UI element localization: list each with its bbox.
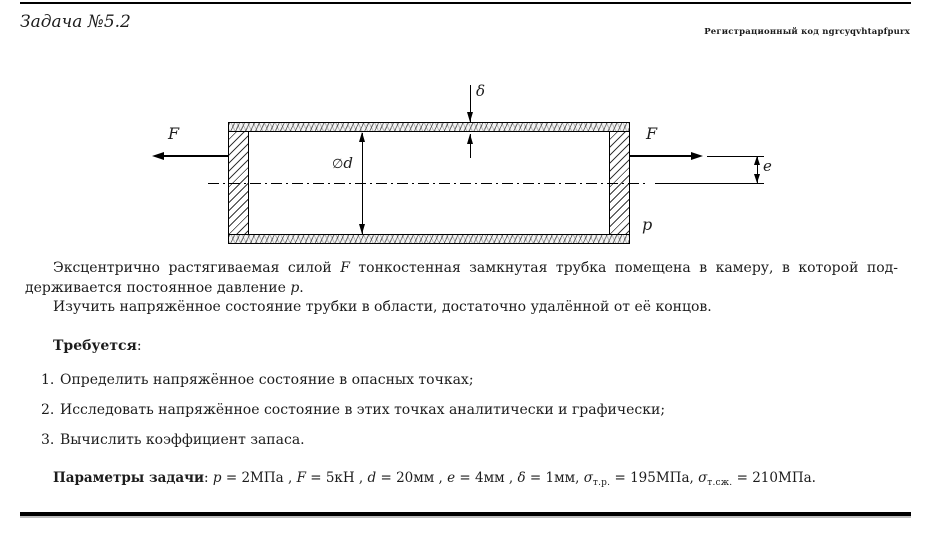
param-d: d [367, 470, 377, 486]
force-right-label: F [646, 124, 658, 143]
force-arrow-left-shaft [156, 155, 228, 157]
p1-text-b: тонкостенная замкнутая трубка помещена в камеру, в которой под- [349, 260, 898, 276]
paragraph-1-line-2 [25, 278, 304, 298]
eccentricity-bottom-line [655, 183, 764, 184]
axis-centerline [208, 183, 648, 184]
force-left-label: F [168, 124, 180, 143]
list-item-3-number: 3. [41, 432, 55, 448]
p1-text-c: держивается постоянное давление [25, 280, 291, 296]
param-e-value: = 4мм , [455, 470, 518, 486]
delta-arrow-up [467, 134, 473, 144]
registration-code: Регистрационный код ngrcyqvhtapfpurx [704, 27, 910, 37]
param-sigma-tension-sub: т.р. [592, 478, 611, 488]
list-item-2-text: Исследовать напряжённое состояние в этих точках аналитически и графически; [60, 402, 666, 418]
eccentricity-arrow-up [754, 156, 760, 165]
required-heading-text: Требуется [53, 338, 137, 354]
diameter-arrow-up [359, 132, 365, 142]
diameter-symbol: ∅ [332, 157, 344, 172]
required-heading [53, 336, 142, 356]
list-item-3-text: Вычислить коэффициент запаса. [60, 432, 305, 448]
eccentricity-label: e [763, 157, 772, 175]
param-p-value: = 2МПа , [221, 470, 297, 486]
param-sigma-compression: σ [698, 470, 708, 486]
param-d-value: = 20мм , [376, 470, 448, 486]
diameter-arrow-down [359, 224, 365, 234]
param-delta: δ [517, 470, 526, 486]
param-sigma-tension: σ [583, 470, 593, 486]
param-F: F [296, 470, 306, 486]
parameters-line [53, 468, 816, 493]
wall-thickness-label: δ [476, 82, 486, 100]
force-arrow-left-head [152, 152, 164, 160]
tube-wall-top [228, 122, 630, 132]
list-item-1 [41, 370, 474, 390]
diameter-label [332, 154, 353, 172]
list-item-2-number: 2. [41, 402, 55, 418]
param-e: e [447, 470, 456, 486]
parameters-colon: : [204, 470, 213, 486]
delta-arrow-down [467, 112, 473, 122]
paragraph-1-line-1 [25, 258, 898, 278]
param-sigma-compression-sub: т.сж. [707, 478, 733, 488]
parameters-label: Параметры задачи [53, 470, 205, 486]
param-delta-value: = 1мм, [525, 470, 584, 486]
p1-math-p: p [290, 280, 300, 296]
diameter-dimension-line [362, 133, 363, 234]
required-heading-colon: : [136, 338, 142, 354]
page-title: Задача №5.2 [20, 12, 131, 32]
list-item-2 [41, 400, 665, 420]
top-rule [20, 2, 911, 4]
tube-wall-bottom [228, 234, 630, 244]
bottom-rule [20, 512, 911, 516]
list-item-1-text: Определить напряжённое состояние в опасных точках; [60, 372, 474, 388]
param-p: p [212, 470, 222, 486]
list-item-1-number: 1. [41, 372, 55, 388]
param-sigma-tension-value: = 195МПа, [610, 470, 699, 486]
param-sigma-compression-value: = 210МПа. [732, 470, 816, 486]
pressure-label: p [642, 215, 653, 234]
p1-text-a: Эксцентрично растягиваемая силой [53, 260, 341, 276]
eccentricity-arrow-down [754, 174, 760, 183]
list-item-3 [41, 430, 305, 450]
p1-math-F: F [340, 260, 350, 276]
paragraph-2: Изучить напряжённое состояние трубки в области, достаточно удалённой от её концов. [53, 299, 712, 315]
diameter-variable: d [343, 154, 353, 172]
param-F-value: = 5кН , [305, 470, 368, 486]
force-arrow-right-head [691, 152, 703, 160]
p1-text-d: . [299, 280, 304, 296]
force-arrow-right-shaft [630, 155, 692, 157]
